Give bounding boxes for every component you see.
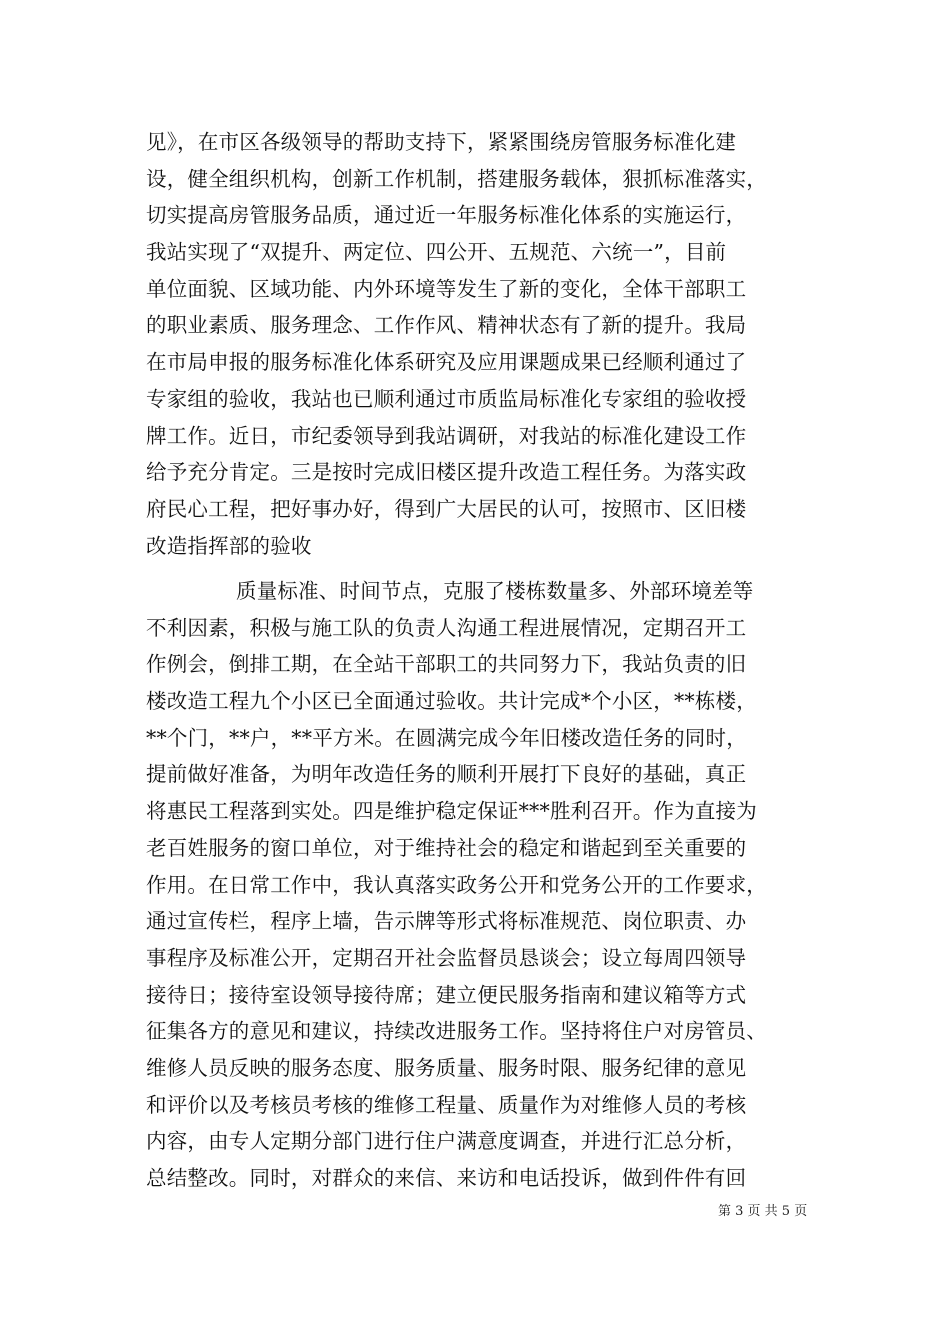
text-line: 维修人员反映的服务态度、服务质量、服务时限、服务纪律的意见 [146, 1055, 747, 1080]
text-line: 设，健全组织机构，创新工作机制，搭建服务载体，狠抓标准落实， [146, 166, 767, 191]
text-line: 内容，由专人定期分部门进行住户满意度调查，并进行汇总分析， [146, 1129, 747, 1154]
text-line: 作用。在日常工作中，我认真落实政务公开和党务公开的工作要求， [146, 872, 767, 897]
text-line: 不利因素，积极与施工队的负责人沟通工程进展情况，定期召开工 [146, 615, 747, 640]
paragraph-1 [146, 124, 818, 564]
text-line: 事程序及标准公开，定期召开社会监督员恳谈会；设立每周四领导 [146, 945, 747, 970]
text-line: 楼改造工程九个小区已全面通过验收。共计完成*个小区，**栋楼， [146, 689, 757, 714]
text-line: 作例会，倒排工期，在全站干部职工的共同努力下，我站负责的旧 [146, 652, 747, 677]
text-line: 接待日；接待室设领导接待席；建立便民服务指南和建议箱等方式 [146, 982, 747, 1007]
text-line: 征集各方的意见和建议，持续改进服务工作。坚持将住户对房管员、 [146, 1019, 767, 1044]
text-line: 给予充分肯定。三是按时完成旧楼区提升改造工程任务。为落实政 [146, 460, 747, 485]
text-line: 在市局申报的服务标准化体系研究及应用课题成果已经顺利通过了 [146, 350, 747, 375]
text-line: 将惠民工程落到实处。四是维护稳定保证***胜利召开。作为直接为 [146, 799, 757, 824]
paragraph-2 [146, 573, 818, 1197]
text-line: **个门，**户，**平方米。在圆满完成今年旧楼改造任务的同时， [146, 725, 747, 750]
page-number-footer: 第 3 页 共 5 页 [718, 1204, 808, 1219]
text-line: 府民心工程，把好事办好，得到广大居民的认可，按照市、区旧楼 [146, 496, 747, 521]
text-line: 的职业素质、服务理念、工作作风、精神状态有了新的提升。我局 [146, 313, 747, 338]
text-line: 牌工作。近日，市纪委领导到我站调研，对我站的标准化建设工作 [146, 423, 747, 448]
text-line: 提前做好准备，为明年改造任务的顺利开展打下良好的基础，真正 [146, 762, 747, 787]
text-line: 总结整改。同时，对群众的来信、来访和电话投诉，做到件件有回 [146, 1166, 747, 1190]
text-line: 改造指挥部的验收 [146, 533, 312, 558]
text-line: 和评价以及考核员考核的维修工程量、质量作为对维修人员的考核 [146, 1092, 747, 1117]
text-line: 我站实现了“双提升、两定位、四公开、五规范、六统一”，目前 [146, 240, 727, 265]
text-line: 通过宣传栏，程序上墙，告示牌等形式将标准规范、岗位职责、办 [146, 909, 747, 934]
text-line: 专家组的验收，我站也已顺利通过市质监局标准化专家组的验收授 [146, 386, 747, 411]
text-line: 老百姓服务的窗口单位，对于维持社会的稳定和谐起到至关重要的 [146, 835, 747, 860]
text-line: 见》，在市区各级领导的帮助支持下，紧紧围绕房管服务标准化建 [146, 130, 737, 154]
text-line: 单位面貌、区域功能、内外环境等发生了新的变化，全体干部职工 [146, 276, 747, 301]
text-line: 切实提高房管服务品质，通过近一年服务标准化体系的实施运行， [146, 203, 747, 228]
text-line-indented: 质量标准、时间节点，克服了楼栋数量多、外部环境差等 [236, 579, 754, 603]
